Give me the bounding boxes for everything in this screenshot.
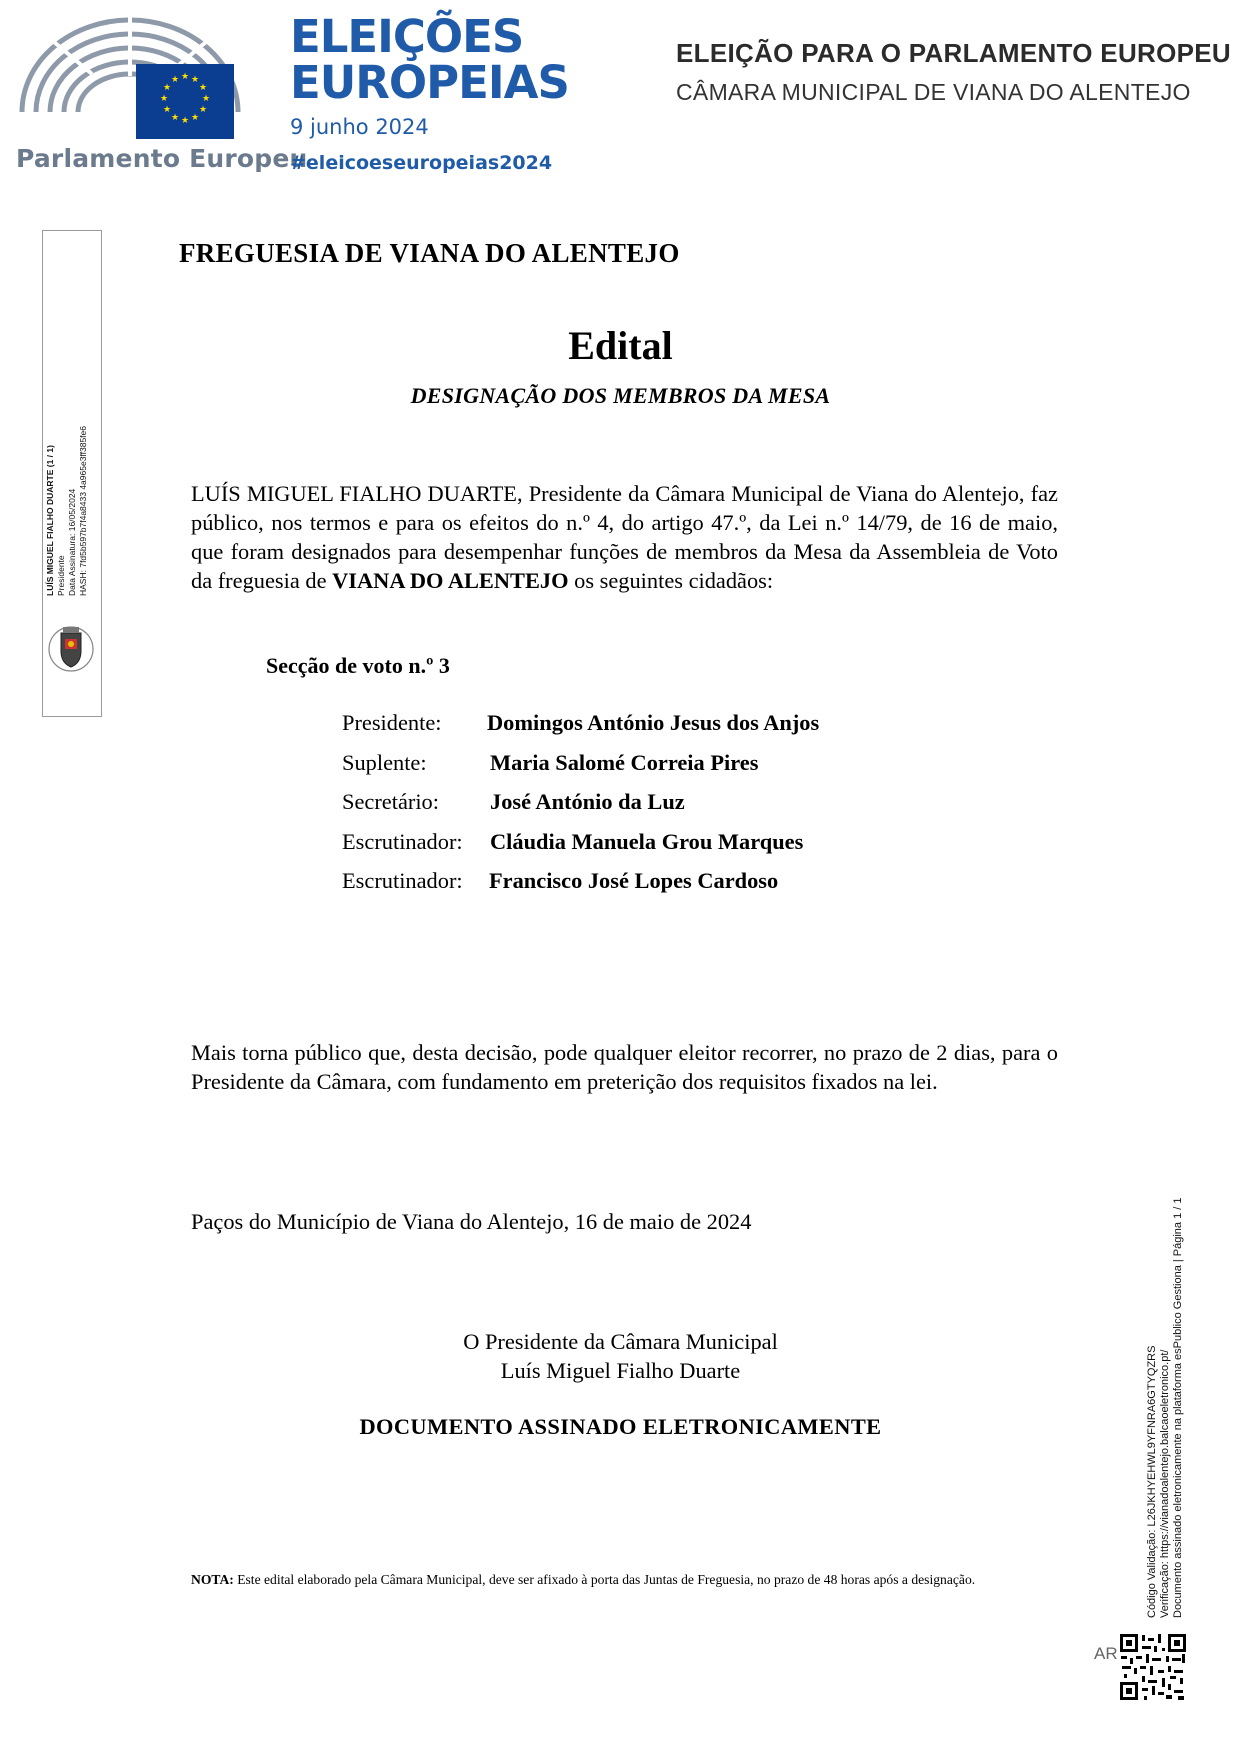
elections-line2: EUROPEIAS xyxy=(290,56,569,109)
member-name: Francisco José Lopes Cardoso xyxy=(489,868,779,893)
member-role: Escrutinador: xyxy=(342,868,463,893)
stamp-date: Data Assinatura: 16/05/2024 xyxy=(67,488,77,596)
member-name: Domingos António Jesus dos Anjos xyxy=(487,710,820,735)
header-subtitle: CÂMARA MUNICIPAL DE VIANA DO ALENTEJO xyxy=(676,79,1191,105)
municipal-crest-icon xyxy=(47,621,97,677)
svg-text:★: ★ xyxy=(198,83,208,93)
appeal-paragraph: Mais torna público que, desta decisão, pode qualquer eleitor recorrer, no prazo de 2 dias, para o Presidente da Câmara, com fundamento em preterição dos requisitos fixados na lei. xyxy=(191,1040,1058,1094)
elections-line1: ELEIÇÕES xyxy=(290,10,524,63)
elections-logo xyxy=(290,10,569,178)
member-role: Presidente: xyxy=(342,710,442,735)
footnote-text: Este edital elaborado pela Câmara Municipal, deve ser afixado à porta das Juntas de Freguesia, no prazo de 48 horas após a designação. xyxy=(233,1572,976,1587)
validation-code: Código Validação: L26JKHYEHWL9YFNRA6GTYQZRS xyxy=(1146,1345,1158,1618)
header-title: ELEIÇÃO PARA O PARLAMENTO EUROPEU xyxy=(676,38,1231,68)
qr-code-icon[interactable] xyxy=(1118,1632,1188,1702)
signed-electronically-note: DOCUMENTO ASSINADO ELETRONICAMENTE xyxy=(359,1414,882,1439)
footnote xyxy=(191,1571,1071,1589)
footnote-label: NOTA: xyxy=(191,1572,234,1587)
validation-strip xyxy=(1146,1148,1196,1618)
stamp-role: Presidente xyxy=(56,555,66,596)
ep-name: Parlamento Europeu xyxy=(16,144,308,173)
member-name: Maria Salomé Correia Pires xyxy=(490,749,759,775)
member-role: Escrutinador: xyxy=(342,828,463,854)
svg-text:★: ★ xyxy=(162,83,172,93)
validation-platform: Documento assinado eletronicamente na plataforma esPublico Gestiona | Página 1 / 1 xyxy=(1172,1197,1184,1618)
svg-text:★: ★ xyxy=(170,113,180,123)
intro-end: os seguintes cidadãos: xyxy=(568,568,774,593)
stamp-hash: HASH: 7fd5b597b7f4a8433 4a965e3ff385fe6 xyxy=(78,426,88,596)
document-title: Edital xyxy=(568,323,673,368)
parish-heading: FREGUESIA DE VIANA DO ALENTEJO xyxy=(179,238,680,268)
svg-text:★: ★ xyxy=(201,94,211,104)
member-role: Secretário: xyxy=(342,789,439,814)
stamp-signer: LUÍS MIGUEL FIALHO DUARTE (1 / 1) xyxy=(45,445,55,596)
signature-block xyxy=(0,1327,1241,1385)
svg-text:★: ★ xyxy=(190,113,200,123)
header-title-block xyxy=(676,38,1231,106)
member-name: Cláudia Manuela Grou Marques xyxy=(490,828,804,854)
ar-label: AR xyxy=(1094,1644,1118,1663)
elections-hashtag: #eleicoeseuropeias2024 xyxy=(290,152,553,174)
svg-text:★: ★ xyxy=(159,94,169,104)
svg-text:★: ★ xyxy=(180,72,190,82)
document-subtitle: DESIGNAÇÃO DOS MEMBROS DA MESA xyxy=(410,383,831,408)
svg-text:★: ★ xyxy=(198,105,208,115)
svg-text:★: ★ xyxy=(180,116,190,126)
intro-paragraph xyxy=(191,479,1058,595)
polling-section: Secção de voto n.º 3 xyxy=(266,653,450,678)
member-role: Suplente: xyxy=(342,749,427,775)
svg-text:★: ★ xyxy=(190,75,200,85)
signature-stamp xyxy=(42,230,102,717)
svg-text:★: ★ xyxy=(162,105,172,115)
place-date: Paços do Município de Viana do Alentejo, 16 de maio de 2024 xyxy=(191,1209,752,1234)
intro-text: LUÍS MIGUEL FIALHO DUARTE, Presidente da Câmara Municipal de Viana do Alentejo, faz público, nos termos e para os efeitos do n.º 4, do artigo 47.º, da Lei n.º 14/79, de 16 de maio, que foram designados para desempenhar funções de membros da Mesa da Assembleia de Voto da freguesia de xyxy=(191,481,1058,593)
elections-date: 9 junho 2024 xyxy=(290,115,429,139)
intro-parish: VIANA DO ALENTEJO xyxy=(332,568,569,593)
svg-text:★: ★ xyxy=(170,75,180,85)
member-name: José António da Luz xyxy=(490,789,685,814)
validation-url[interactable]: Verificação: https://vianadoalentejo.balcaoeletronico.pt/ xyxy=(1159,1349,1171,1618)
signature-name: Luís Miguel Fialho Duarte xyxy=(500,1358,741,1383)
signature-role: O Presidente da Câmara Municipal xyxy=(463,1329,778,1354)
